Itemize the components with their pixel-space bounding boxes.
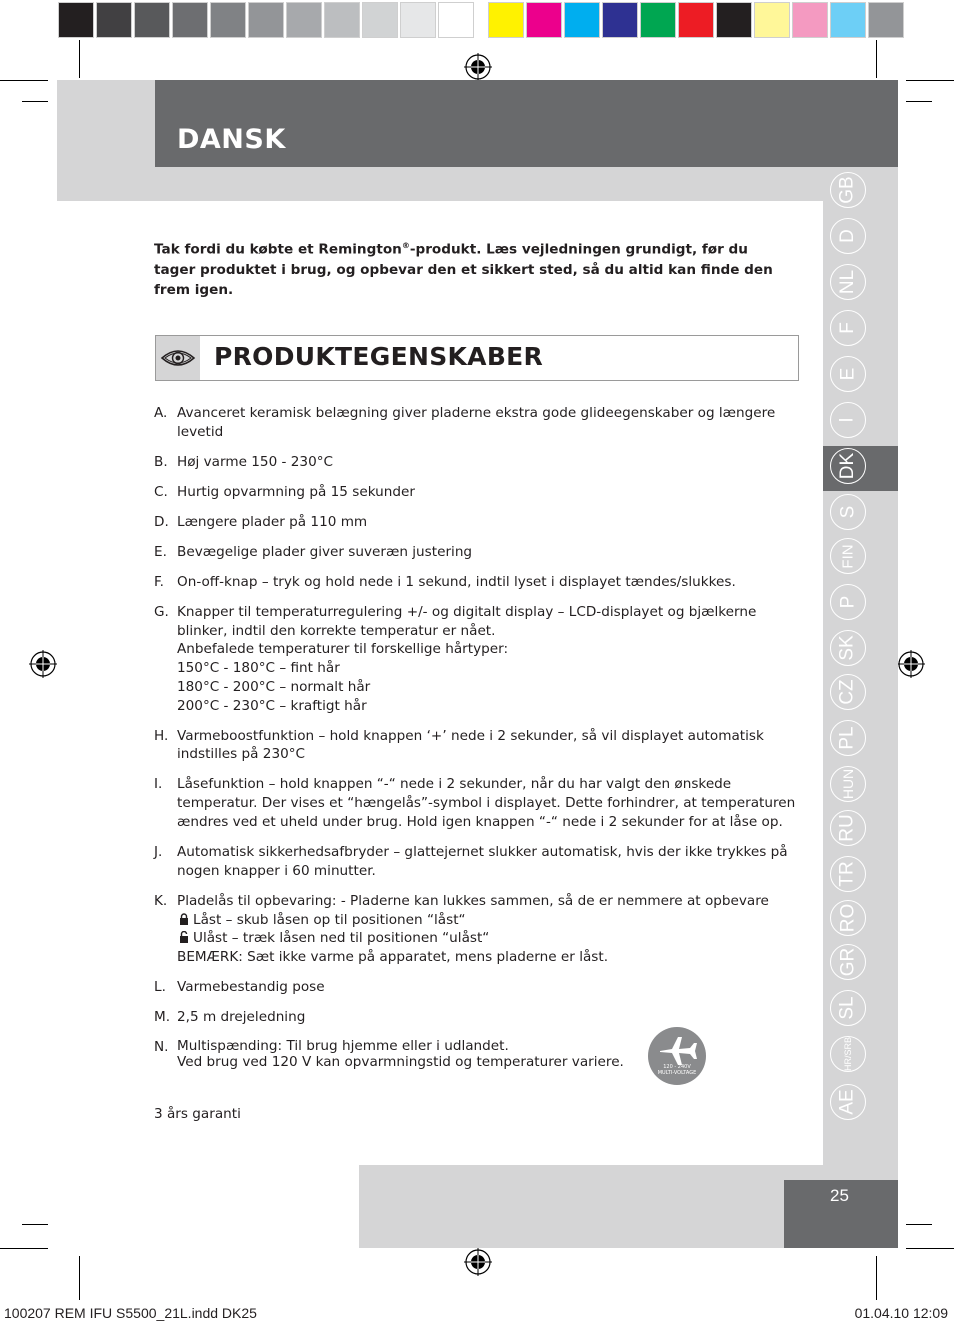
language-tab-gr[interactable] <box>830 944 866 980</box>
list-item-line: Multispænding: Til brug hjemme eller i udlandet. <box>177 1038 509 1055</box>
warranty-text: 3 års garanti <box>154 1106 241 1122</box>
airplane-icon <box>648 1027 706 1085</box>
list-item-line: BEMÆRK: Sæt ikke varme på apparatet, mens pladerne er låst. <box>177 949 609 966</box>
language-tab-i[interactable] <box>830 402 866 438</box>
multi-voltage-badge <box>648 1027 706 1085</box>
color-swatch <box>868 2 904 38</box>
list-item <box>154 775 798 831</box>
color-swatch <box>134 2 170 38</box>
language-tab-dk[interactable] <box>830 448 866 484</box>
list-item-line: Længere plader på 110 mm <box>177 513 368 530</box>
list-item-key: I. <box>154 776 163 793</box>
language-tab-label: P <box>837 595 858 609</box>
list-item <box>154 1008 798 1027</box>
list-item-line: Ved brug ved 120 V kan opvarmningstid og temperaturer variere. <box>177 1054 624 1071</box>
list-item <box>154 453 798 472</box>
footer-timestamp: 01.04.10 12:09 <box>854 1305 948 1321</box>
list-item-line: 150°C - 180°C – fint hår <box>177 660 340 677</box>
section-title: PRODUKTEGENSKABER <box>214 342 544 371</box>
language-tab-ro[interactable] <box>830 900 866 936</box>
list-item-text <box>177 843 798 881</box>
color-swatch <box>792 2 828 38</box>
list-item-text <box>177 1008 798 1027</box>
list-item-line: Knapper til temperaturregulering +/- og digitalt display – LCD-displayet og bjælkerne blinker, indtil den korrekte temperatur er nået. <box>177 603 757 639</box>
language-tab-label: S <box>837 505 858 519</box>
language-tab-e[interactable] <box>830 356 866 392</box>
language-tab-label: RU <box>836 814 858 842</box>
color-swatch <box>58 2 94 38</box>
color-swatch <box>400 2 436 38</box>
language-tab-label: I <box>837 417 858 423</box>
list-item-key: E. <box>154 543 167 560</box>
list-item-line: Hurtig opvarmning på 15 sekunder <box>177 483 415 500</box>
list-item-line: 2,5 m drejeledning <box>177 1009 306 1026</box>
list-item <box>154 483 798 502</box>
list-item-line: Bevægelige plader giver suveræn justering <box>177 543 473 560</box>
color-swatch <box>96 2 132 38</box>
language-tab-hun[interactable] <box>830 766 866 802</box>
language-tab-pl[interactable] <box>830 720 866 756</box>
list-item-text <box>177 483 798 502</box>
list-item-line: Avanceret keramisk belægning giver pladerne ekstra gode glideegenskaber og længere levetid <box>177 405 776 440</box>
color-swatch <box>210 2 246 38</box>
list-item-line: Pladelås til opbevaring: - Pladerne kan lukkes sammen, så de er nemmere at opbevare <box>177 892 769 909</box>
color-swatch <box>248 2 284 38</box>
language-tab-label: F <box>836 322 858 334</box>
language-tab-hr-srb[interactable] <box>830 1036 866 1072</box>
eye-icon <box>156 336 200 380</box>
list-item-key: H. <box>154 727 169 744</box>
list-item <box>154 727 798 765</box>
language-tab-tr[interactable] <box>830 856 866 892</box>
list-item-key: C. <box>154 483 168 500</box>
color-swatch <box>286 2 322 38</box>
list-item-key: M. <box>154 1009 171 1026</box>
language-tab-nl[interactable] <box>830 264 866 300</box>
language-tab-f[interactable] <box>830 310 866 346</box>
color-swatch <box>678 2 714 38</box>
page-number-box <box>784 1180 898 1248</box>
language-tab-p[interactable] <box>830 584 866 620</box>
language-tab-sl[interactable] <box>830 990 866 1026</box>
color-swatch <box>830 2 866 38</box>
list-item-line: Ulåst – træk låsen ned til positionen “ulåst“ <box>177 929 798 948</box>
color-swatch <box>324 2 360 38</box>
language-tab-label: FIN <box>839 543 857 569</box>
list-item-line: Varmeboostfunktion – hold knappen ‘+’ nede i 2 sekunder, så vil displayet automatisk indstilles på 230°C <box>177 727 764 763</box>
language-tab-gb[interactable] <box>830 172 866 208</box>
list-item <box>154 978 798 997</box>
list-item <box>154 892 798 967</box>
list-item-text <box>177 543 798 562</box>
color-swatch <box>526 2 562 38</box>
unlock-icon <box>177 930 193 946</box>
registration-mark-icon <box>464 53 492 81</box>
color-registration-bar <box>58 2 906 38</box>
list-item-text <box>177 573 798 592</box>
list-item <box>154 543 798 562</box>
list-item-line: 200°C - 230°C – kraftigt hår <box>177 697 367 714</box>
list-item-text <box>177 727 798 765</box>
color-swatch <box>564 2 600 38</box>
language-header <box>155 80 898 167</box>
list-item-text <box>177 978 798 997</box>
list-item-key: L. <box>154 979 166 996</box>
language-tab-s[interactable] <box>830 494 866 530</box>
color-swatch <box>488 2 524 38</box>
language-tab-label: E <box>837 367 858 381</box>
color-swatch <box>754 2 790 38</box>
list-item-text <box>177 453 798 472</box>
color-swatch <box>362 2 398 38</box>
list-item-line: Anbefalede temperaturer til forskellige hårtyper: <box>177 641 509 658</box>
list-item-line: Låsefunktion – hold knappen “-“ nede i 2 sekunder, når du har valgt den ønskede temperatur. Der vises et “hængelås”-symbol i displayet. Dette forhindrer, at temperaturen ændres ved et uheld under brug. Hold igen knappen “-“ nede i 2 sekunder for at låse op. <box>177 776 796 831</box>
list-item-key: D. <box>154 513 169 530</box>
color-swatch <box>640 2 676 38</box>
language-tab-ae[interactable] <box>830 1084 866 1120</box>
language-tab-label: GR <box>837 947 858 977</box>
color-swatch <box>602 2 638 38</box>
language-tab-label: NL <box>836 269 858 295</box>
language-tab-label: HUN <box>840 768 856 800</box>
list-item-key: K. <box>154 892 168 909</box>
language-tab-label: CZ <box>836 679 858 705</box>
section-heading <box>155 335 799 381</box>
footer-file-info: 100207 REM IFU S5500_21L.indd DK25 <box>4 1305 257 1321</box>
list-item-key: F. <box>154 573 164 590</box>
list-item-text <box>177 892 798 967</box>
list-item-line: Automatisk sikkerhedsafbryder – glattejernet slukker automatisk, hvis der ikke trykkes på nogen knapper i 60 minutter. <box>177 844 788 879</box>
color-swatch <box>438 2 474 38</box>
registration-mark-icon <box>464 1248 492 1276</box>
language-tab-label: D <box>836 229 858 243</box>
language-tab-cz[interactable] <box>830 674 866 710</box>
intro-text: Tak fordi du købte et Remington®-produkt. Læs vejledningen grundigt, før du tager produktet i brug, og opbevar den et sikkert sted, så du altid kan finde den frem igen. <box>154 241 773 298</box>
list-item <box>154 603 798 716</box>
language-tab-label: PL <box>837 726 858 750</box>
language-tab-d[interactable] <box>830 218 866 254</box>
list-item <box>154 513 798 532</box>
badge-label: MULTI-VOLTAGE <box>657 1070 697 1076</box>
registration-mark-icon <box>29 650 57 678</box>
list-item-text <box>177 404 798 442</box>
list-item-line: On-off-knap – tryk og hold nede i 1 sekund, indtil lyset i displayet tændes/slukkes. <box>177 573 736 590</box>
list-item-text <box>177 513 798 532</box>
list-item-key: N. <box>154 1039 169 1056</box>
language-tab-sk[interactable] <box>830 630 866 666</box>
language-tab-ru[interactable] <box>830 810 866 846</box>
list-item-line: Låst – skub låsen op til positionen “låst“ <box>177 911 798 930</box>
language-tab-label: RO <box>837 903 858 933</box>
list-item <box>154 404 798 442</box>
lock-icon <box>177 912 193 928</box>
list-item-text <box>177 775 798 831</box>
language-tab-label: SK <box>836 635 858 661</box>
list-item <box>154 573 798 592</box>
color-swatch <box>716 2 752 38</box>
list-item-key: A. <box>154 405 168 421</box>
registration-mark-icon <box>897 650 925 678</box>
list-item-text <box>177 603 798 716</box>
language-tab-label: HR/SRB <box>843 1036 854 1072</box>
list-item-line: Varmebestandig pose <box>177 979 325 996</box>
list-item-line: Høj varme 150 - 230°C <box>177 453 334 470</box>
list-item-key: J. <box>154 844 163 861</box>
language-tab-label: DK <box>837 452 858 480</box>
page-title: DANSK <box>177 124 286 155</box>
language-tab-label: AE <box>836 1089 858 1115</box>
list-item-key: B. <box>154 453 168 470</box>
color-swatch <box>172 2 208 38</box>
language-tab-label: GB <box>836 176 858 204</box>
language-tab-label: SL <box>837 996 858 1020</box>
list-item <box>154 843 798 881</box>
badge-voltage: 120 - 240V <box>663 1064 691 1070</box>
list-item-line: 180°C - 200°C – normalt hår <box>177 678 371 695</box>
language-tab-label: TR <box>836 861 858 887</box>
list-item-key: G. <box>154 603 169 620</box>
feature-list <box>154 404 798 1081</box>
language-tab-fin[interactable] <box>830 538 866 574</box>
page-number: 25 <box>830 1186 849 1205</box>
